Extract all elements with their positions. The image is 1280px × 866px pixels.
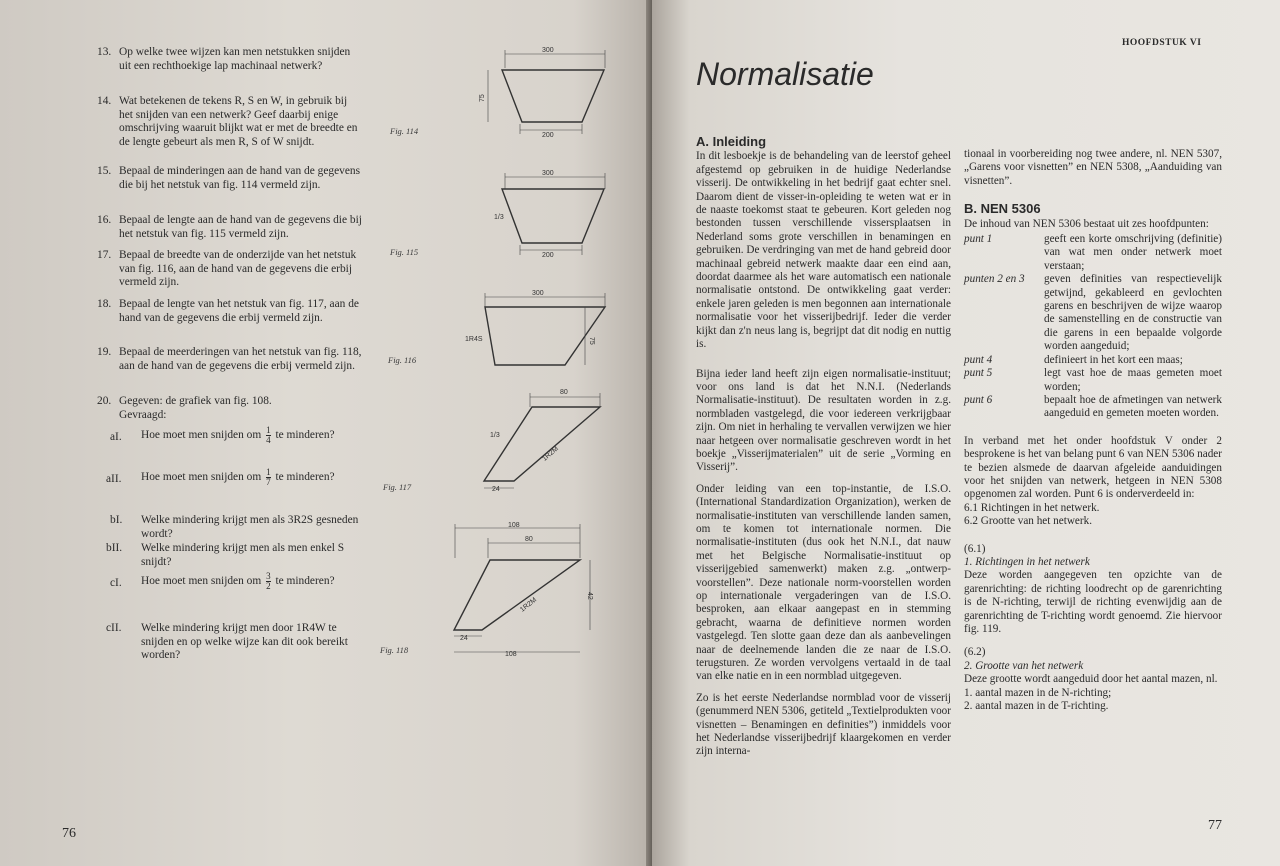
svg-text:24: 24 [492, 486, 500, 493]
figure-117 [470, 385, 620, 495]
question-15: 15. Bepaal de minderingen aan de hand van de gegevens die bij het netstuk van fig. 114 vermeld zijn. [97, 165, 361, 191]
question-19: 19. Bepaal de meerderingen van het netstuk van fig. 118, aan de hand van de gegevens die erbij vermeld zijn. [97, 346, 362, 372]
subquestion-aII: aII. Hoe moet men snijden om $\frac{1}{7}$ te minderen? [106, 467, 335, 487]
subsection-title: 1. Richtingen in het netwerk [964, 555, 1090, 568]
figure-114-label: Fig. 114 [390, 126, 419, 136]
fraction: $\frac{1}{4}$ [266, 425, 271, 445]
question-20: 20. Gegeven: de grafiek van fig. 108. Gevraagd: [97, 395, 272, 421]
paragraph: Onder leiding van een top-instantie, de I.S.O. (International Standardization Organization), werken de normalisatie-instituten van verschillende landen samen, om te komen tot internationale normen. Die normalisatie-instituten (dus ook het N.N.I., dat nauw met het Belgische Normalisatie-instituut op visserijgebied samenwerkt) maken z.g. „ontwerp-voorstellen”. Deze nationale norm-voorstellen worden op internationale vergaderingen van de I.S.O. besproken, aan elkaar aangepast en in stemming gebracht, waarna de definitieve normen worden vastgelegd. Ten slotte gaan deze dan als aanbevelingen naar de deelnemende landen die ze naar de I.S.O. terugsturen. Ze worden vervolgens vertaald in de taal van elke natie en in een normblad uitgegeven. [696, 482, 951, 683]
subquestion-aI: aI. Hoe moet men snijden om $\frac{1}{4}$ te minderen? [110, 425, 335, 445]
svg-text:24: 24 [460, 635, 468, 642]
section-a-heading: A. Inleiding [696, 134, 767, 149]
question-16: 16. Bepaal de lengte aan de hand van de gegevens die bij het netstuk van fig. 115 vermeld zijn. [97, 214, 362, 240]
svg-text:1R2M: 1R2M [519, 596, 539, 614]
right-page [652, 0, 1280, 866]
svg-text:200: 200 [542, 132, 554, 139]
svg-text:108: 108 [508, 522, 520, 529]
subsection-title: 2. Grootte van het netwerk [964, 659, 1084, 672]
point-row: punt 5 legt vast hoe de maas gemeten moet worden; [964, 367, 1222, 393]
figure-116-label: Fig. 116 [388, 355, 417, 365]
svg-text:42: 42 [586, 592, 593, 600]
figure-115 [470, 165, 620, 265]
point-row: punt 6 bepaalt hoe de afmetingen van netwerk aangeduid en gemeten moeten worden. [964, 393, 1222, 420]
figure-116 [460, 285, 620, 375]
question-14: 14. Wat betekenen de tekens R, S en W, in gebruik bij het snijden van een netwerk? Geef daarbij enige omschrijving waaruit blijkt wat er met de breedte en de lengte gebeurt als men R, S of W snijdt. [97, 95, 358, 148]
figure-114 [470, 42, 620, 142]
subquestion-bII: bII. Welke mindering krijgt men als men enkel S snijdt? [106, 542, 345, 568]
figure-117-label: Fig. 117 [383, 482, 412, 492]
svg-text:300: 300 [542, 47, 554, 54]
question-13: 13. Op welke twee wijzen kan men netstukken snijden uit een rechthoekige lap machinaal netwerk? [97, 46, 351, 72]
paragraph: tionaal in voorbereiding nog twee andere, nl. NEN 5307, „Garens voor visnetten” en NEN 5308, „Aanduiding van visnetten”. [964, 148, 1222, 187]
svg-text:1R4S: 1R4S [465, 336, 483, 343]
svg-text:200: 200 [542, 252, 554, 259]
question-17: 17. Bepaal de breedte van de onderzijde van het netstuk van fig. 116, aan de hand van de gegevens die erbij vermeld zijn. [97, 249, 357, 289]
point-row: punt 1 geeft een korte omschrijving (definitie) van wat men onder netwerk moet verstaan; [964, 233, 1222, 272]
column-left [696, 135, 951, 767]
svg-text:300: 300 [542, 170, 554, 177]
page-number-left: 76 [62, 826, 76, 841]
point-row: punten 2 en 3 geven definities van respectievelijk getwijnd, gekableerd en gevlochten garens en beschrijven de wijze waarop de samenstelling en de constructie van die garens in een bepaalde volgorde worden aangeduid; [964, 273, 1222, 353]
paragraph: In dit lesboekje is de behandeling van de leerstof geheel afgestemd op gebruiken in de huidige Nederlandse visserij. De ontwikkeling in het bedrijf gaat echter snel. Daarom dient de visser-in-opleiding te weten wat er in de naaste toekomst staat te gebeuren. Kort geleden nog bestonden tussen verschillende vissersplaatsen in Nederland soms grote verschillen in benamingen en gebruiken. De verdringing van met de hand gebreid door machinaal gebreid netwerk maakte daar een eind aan, doordat daarmee als het ware automatisch een nationale normalisatie ontstond. De ontwikkeling gaat verder: enkele jaren geleden is men begonnen aan internationale normalisatie voor het visserijbedrijf. Ieder die verder kijkt dan z'n neus lang is, begrijpt dat dit nodig en nuttig is. [696, 150, 951, 351]
figure-115-label: Fig. 115 [390, 247, 419, 257]
paragraph: Zo is het eerste Nederlandse normblad voor de visserij (genummerd NEN 5306, getiteld „Textielprodukten voor visnetten – Benamingen en definities”) inmiddels voor het Nederlandse visserijbedrijf klaargekomen en verder zijn interna- [696, 691, 951, 758]
paragraph: Bijna ieder land heeft zijn eigen normalisatie-instituut; voor ons land is dat het N.N.I. (Nederlands Normalisatie-instituut). De resultaten worden in z.g. normbladen vastgelegd, die voor iedereen verkrijgbaar zijn. Om niet in herhaling te vervallen verwijzen we hier naar hetgeen over normalisatie geschreven wordt in het boekje „Visserijmaterialen” uit de serie „Vorming en Visserij”. [696, 367, 951, 474]
subquestion-bI: bI. Welke mindering krijgt men als 3R2S gesneden wordt? [110, 514, 359, 540]
svg-text:1/3: 1/3 [490, 432, 500, 439]
subquestion-cI: cI. Hoe moet men snijden om $\frac{3}{2}$ te minderen? [110, 571, 335, 591]
question-18: 18. Bepaal de lengte van het netstuk van fig. 117, aan de hand van de gegevens die erbij vermeld zijn. [97, 298, 359, 324]
svg-text:80: 80 [560, 389, 568, 396]
fraction: $\frac{3}{2}$ [266, 571, 271, 591]
figure-118-label: Fig. 118 [380, 645, 409, 655]
figure-118 [440, 518, 615, 668]
column-right: tionaal in voorbereiding nog twee andere, nl. NEN 5307, „Garens voor visnetten” en NEN 5308, „Aanduiding van visnetten”. B. NEN 5306 De inhoud van NEN 5306 bestaat uit zes hoofdpunten: punt 1 geeft een korte omschrijving (definitie) van wat men onder netwerk moet verstaan; punten 2 en 3 geven definities van respectievelijk getwijnd, gekableerd en gevlochten garens en beschrijven de wijze waarop de samenstelling en de constructie van die garens in een bepaalde volgorde worden aangeduid; punt 4 definieert in het kort een maas; punt 5 legt vast hoe de maas gemeten moet worden; punt 6 bepaalt hoe de afmetingen van netwerk aangeduid en gemeten moeten worden. In verband met het onder hoofdstuk V onder 2 besprokene is het van belang punt 6 van NEN 5306 nader te bezien alsmede de daarvan afgeleide aanduidingen voor het snijden van netwerk, hetgeen in NEN 5308 opgenomen zal worden. Punt 6 is onderverdeeld in: 6.1 Richtingen in het netwerk. 6.2 Grootte van het netwerk. (6.1) 1. Richtingen in het netwerk Deze worden aangegeven ten opzichte van de garenrichting: de richting loodrecht op de garenrichting is de N-richting, terwijl de richting evenwijdig aan de garenrichting de T-richting wordt genoemd. Zie hiervoor fig. 119. (6.2) 2. Grootte van het netwerk Deze grootte wordt aangeduid door het aantal mazen, nl. 1. aantal mazen in de N-richting; 2. aantal mazen in de T-richting. [964, 148, 1222, 713]
points-list [964, 233, 1222, 421]
chapter-heading: HOOFDSTUK VI [1122, 38, 1202, 48]
svg-text:300: 300 [532, 290, 544, 297]
page-number-right: 77 [1208, 818, 1222, 833]
point-row: punt 4 definieert in het kort een maas; [964, 353, 1183, 366]
svg-text:1R2M: 1R2M [541, 445, 561, 463]
page-title: Normalisatie [696, 56, 874, 92]
svg-text:75: 75 [588, 337, 595, 345]
subquestion-cII: cII. Welke mindering krijgt men door 1R4W te snijden en op welke wijze kan dit ook bereikt worden? [106, 622, 348, 662]
svg-text:80: 80 [525, 536, 533, 543]
svg-text:1/3: 1/3 [494, 214, 504, 221]
svg-text:108: 108 [505, 651, 517, 658]
section-b-heading: B. NEN 5306 [964, 201, 1041, 217]
svg-text:75: 75 [479, 94, 486, 102]
fraction: $\frac{1}{7}$ [266, 467, 271, 487]
